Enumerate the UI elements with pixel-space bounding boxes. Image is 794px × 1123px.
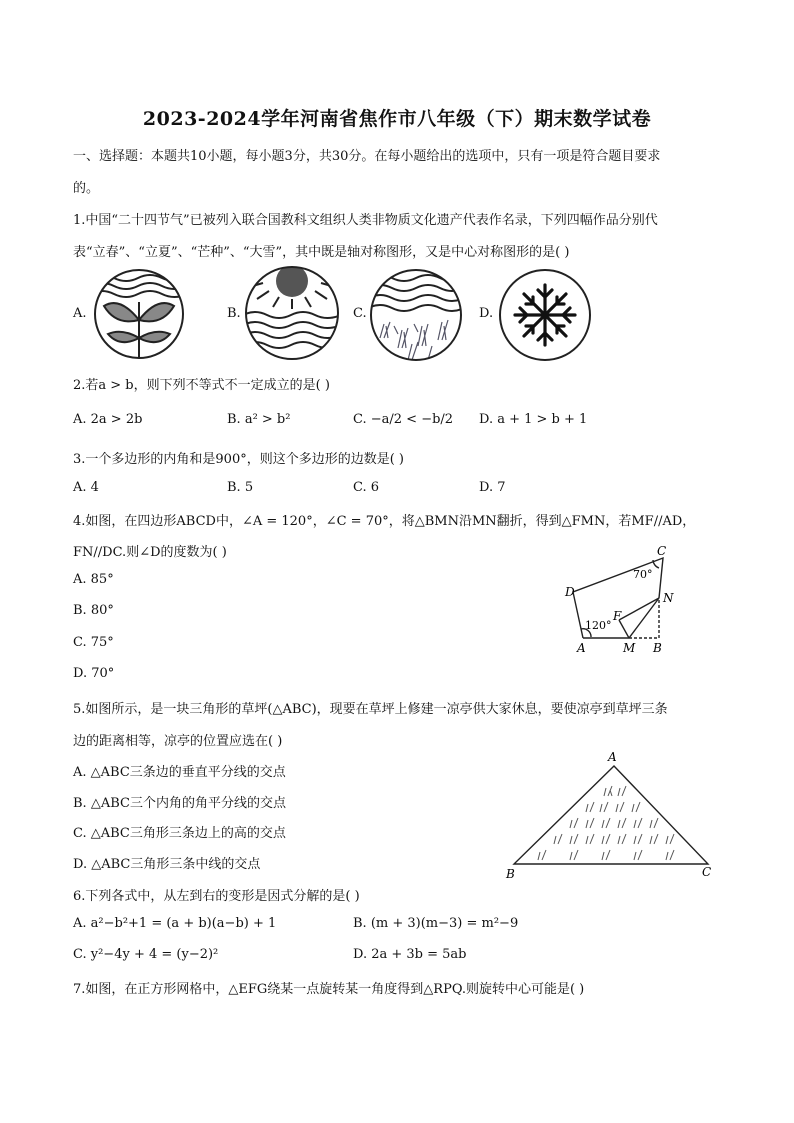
q4-stem-line1: 4.如图，在四边形ABCD中，∠A = 120°，∠C = 70°，将△BMN沿MN翻折，得到△FMN，若MF//AD， bbox=[73, 514, 696, 529]
q5-stem-line1: 5.如图所示，是一块三角形的草坪(△ABC)，现要在草坪上修建一凉亭供大家休息，要使凉亭到草坪三条 bbox=[73, 702, 668, 717]
q3-option-d: D. 7 bbox=[479, 480, 506, 495]
grain-in-ear-figure bbox=[368, 268, 464, 362]
q3-stem: 3.一个多边形的内角和是900°，则这个多边形的边数是( ) bbox=[73, 452, 404, 467]
q5-label-b: B bbox=[506, 867, 515, 880]
q6-option-d: D. 2a + 3b = 5ab bbox=[353, 947, 467, 962]
q1-stem-line2: 表“立春”、“立夏”、“芒种”、“大雪”，其中既是轴对称图形，又是中心对称图形的是( ) bbox=[73, 245, 570, 260]
q2-option-d: D. a + 1 > b + 1 bbox=[479, 412, 588, 427]
q4-label-d: D bbox=[565, 585, 575, 599]
summer-start-figure bbox=[243, 265, 341, 361]
quadrilateral-figure bbox=[555, 540, 685, 658]
q4-label-a: A bbox=[577, 641, 586, 655]
heavy-snow-figure bbox=[497, 268, 593, 362]
q4-label-m: M bbox=[623, 641, 636, 655]
section-header: 一、选择题：本题共10小题，每小题3分，共30分。在每小题给出的选项中，只有一项是符合题目要求 bbox=[73, 149, 661, 164]
q5-option-b: B. △ABC三个内角的角平分线的交点 bbox=[73, 796, 286, 811]
q4-option-b: B. 80° bbox=[73, 603, 114, 618]
q2-option-b: B. a² > b² bbox=[227, 412, 291, 427]
q6-option-a: A. a²−b²+1 = (a + b)(a−b) + 1 bbox=[73, 916, 277, 931]
q5-stem-line2: 边的距离相等，凉亭的位置应选在( ) bbox=[73, 734, 283, 749]
q4-option-c: C. 75° bbox=[73, 635, 114, 650]
q1-option-c: C. bbox=[353, 306, 367, 321]
q4-label-f: F bbox=[613, 609, 622, 623]
q5-option-c: C. △ABC三角形三条边上的高的交点 bbox=[73, 826, 286, 841]
q3-option-a: A. 4 bbox=[73, 480, 99, 495]
q4-option-d: D. 70° bbox=[73, 666, 115, 681]
q4-option-a: A. 85° bbox=[73, 572, 114, 587]
q6-stem: 6.下列各式中，从左到右的变形是因式分解的是( ) bbox=[73, 889, 360, 904]
q7-stem: 7.如图，在正方形网格中，△EFG绕某一点旋转某一角度得到△RPQ.则旋转中心可能是( ) bbox=[73, 982, 585, 997]
q2-stem: 2.若a > b，则下列不等式不一定成立的是( ) bbox=[73, 378, 330, 393]
q4-angle-a: 120° bbox=[585, 619, 612, 632]
q5-option-d: D. △ABC三角形三条中线的交点 bbox=[73, 857, 261, 872]
q5-label-a: A bbox=[608, 750, 617, 764]
q6-option-b: B. (m + 3)(m−3) = m²−9 bbox=[353, 916, 519, 931]
q4-label-c: C bbox=[657, 544, 667, 558]
q6-option-c: C. y²−4y + 4 = (y−2)² bbox=[73, 947, 219, 962]
q4-label-b: B bbox=[653, 641, 662, 655]
q4-angle-c: 70° bbox=[633, 568, 653, 581]
spring-start-figure bbox=[90, 268, 188, 360]
q4-stem-line2: FN//DC.则∠D的度数为( ) bbox=[73, 545, 227, 560]
q3-option-b: B. 5 bbox=[227, 480, 254, 495]
page-title: 2023-2024学年河南省焦作市八年级（下）期末数学试卷 bbox=[142, 108, 652, 130]
q1-option-a: A. bbox=[73, 306, 87, 321]
q4-label-n: N bbox=[663, 591, 674, 605]
q1-stem-line1: 1.中国“二十四节气”已被列入联合国教科文组织人类非物质文化遗产代表作名录，下列四幅作品分别代 bbox=[73, 213, 658, 228]
q5-label-c: C bbox=[702, 865, 712, 879]
q1-option-d: D. bbox=[479, 306, 494, 321]
q2-option-c: C. −a/2 < −b/2 bbox=[353, 412, 454, 427]
q5-option-a: A. △ABC三条边的垂直平分线的交点 bbox=[73, 765, 286, 780]
lawn-triangle-figure bbox=[500, 748, 722, 880]
q2-option-a: A. 2a > 2b bbox=[73, 412, 143, 427]
q3-option-c: C. 6 bbox=[353, 480, 380, 495]
section-header-cont: 的。 bbox=[73, 181, 100, 196]
q1-option-b: B. bbox=[227, 306, 241, 321]
